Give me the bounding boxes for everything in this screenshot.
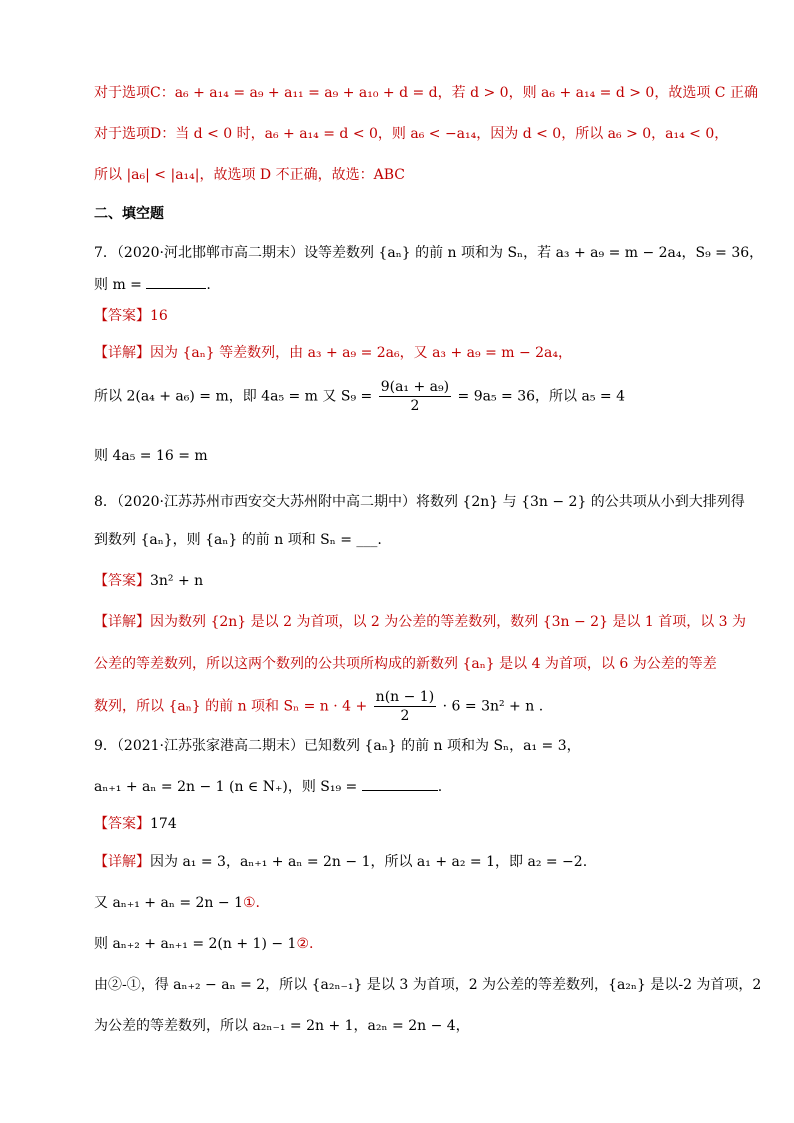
step-text: 又 aₙ₊₁ + aₙ = 2n − 1 [94,895,243,911]
section-heading: 二、填空题 [94,206,164,222]
answer-value: 174 [150,816,177,832]
answer-value: 16 [150,308,168,324]
detail-text: 因为 {aₙ} 等差数列，由 a₃ + a₉ = 2a₆，又 a₃ + a₉ = m − 2a₄， [150,345,573,361]
fraction-denominator: 2 [410,398,420,414]
detail-tag: 【详解】 [94,854,150,870]
question-7-prompt: 则 m = [94,277,142,293]
question-7-blank-line: 则 m = . [94,274,211,295]
fraction [374,688,437,725]
question-8-detail [94,612,746,632]
formula-text: · 6 = 3n² + n . [442,698,544,715]
detail-text: 因为 a₁ = 3，aₙ₊₁ + aₙ = 2n − 1，所以 a₁ + a₂ = 1，即 a₂ = −2. [150,854,588,870]
question-9-step-2 [94,934,313,954]
answer-value: 3n² + n [150,573,204,589]
fraction [379,378,451,415]
question-9-stem-cont: aₙ₊₁ + aₙ = 2n − 1 (n ∈ N₊)，则 S₁₉ = . [94,776,442,797]
step-text: 则 aₙ₊₂ + aₙ₊₁ = 2(n + 1) − 1 [94,936,297,952]
question-9-step-3: 由②-①，得 aₙ₊₂ − aₙ = 2，所以 {a₂ₙ₋₁} 是以 3 为首项，2 为公差的等差数列，{a₂ₙ} 是以-2 为首项，2 [94,977,762,993]
question-8-sum-formula [94,688,543,725]
detail-text: 因为数列 {2n} 是以 2 为首项，以 2 为公差的等差数列，数列 {3n − 2} 是以 1 首项，以 3 为 [150,614,747,630]
question-9-stem: 9．（2021·江苏张家港高二期末）已知数列 {aₙ} 的前 n 项和为 Sₙ，a₁ = 3， [94,738,581,754]
step-marker: ②. [296,936,314,952]
step-marker: ①. [242,895,260,911]
fraction-numerator: 9(a₁ + a₉) [380,379,450,395]
question-7-detail [94,343,572,363]
answer-tag: 【答案】 [94,308,150,324]
option-d-analysis: 对于选项D：当 d < 0 时，a₆ + a₁₄ = d < 0，则 a₆ < −a₁₄，因为 d < 0，所以 a₆ > 0，a₁₄ < 0， [94,126,729,142]
question-9-answer [94,814,177,834]
question-9-detail [94,852,587,872]
option-c-analysis: 对于选项C：a₆ + a₁₄ = a₉ + a₁₁ = a₉ + a₁₀ + d = d，若 d > 0，则 a₆ + a₁₄ = d > 0，故选项 C 正确 [94,85,758,101]
question-9-step-4: 为公差的等差数列，所以 a₂ₙ₋₁ = 2n + 1，a₂ₙ = 2n − 4， [94,1018,470,1034]
question-7-result: 则 4a₅ = 16 = m [94,448,208,464]
fraction-numerator: n(n − 1) [375,689,435,705]
question-9-condition: aₙ₊₁ + aₙ = 2n − 1 (n ∈ N₊)，则 S₁₉ = [94,779,358,795]
formula-text: 数列，所以 {aₙ} 的前 n 项和 Sₙ = n · 4 + [94,698,368,715]
answer-blank [146,274,206,289]
question-8-stem: 8．（2020·江苏苏州市西安交大苏州附中高二期中）将数列 {2n} 与 {3n − 2} 的公共项从小到大排列得 [94,494,745,510]
derivation-text: 所以 2(a₄ + a₆) = m，即 4a₅ = m 又 S₉ = [94,388,373,405]
detail-tag: 【详解】 [94,614,150,630]
question-7-stem: 7．（2020·河北邯郸市高二期末）设等差数列 {aₙ} 的前 n 项和为 Sₙ，若 a₃ + a₉ = m − 2a₄，S₉ = 36， [94,245,764,261]
option-d-conclusion: 所以 |a₆| < |a₁₄|，故选项 D 不正确，故选：ABC [94,167,405,183]
question-8-stem-cont: 到数列 {aₙ}，则 {aₙ} 的前 n 项和 Sₙ = ___. [94,532,382,548]
fraction-denominator: 2 [400,708,410,724]
answer-tag: 【答案】 [94,573,150,589]
derivation-text: = 9a₅ = 36，所以 a₅ = 4 [457,388,625,405]
detail-tag: 【详解】 [94,345,150,361]
question-7-derivation [94,378,625,415]
question-9-step-1 [94,893,260,913]
question-8-detail-cont: 公差的等差数列，所以这两个数列的公共项所构成的新数列 {aₙ} 是以 4 为首项，以 6 为公差的等差 [94,656,717,672]
answer-tag: 【答案】 [94,816,150,832]
question-7-answer [94,306,168,326]
answer-blank [362,776,438,791]
question-8-answer [94,571,203,591]
